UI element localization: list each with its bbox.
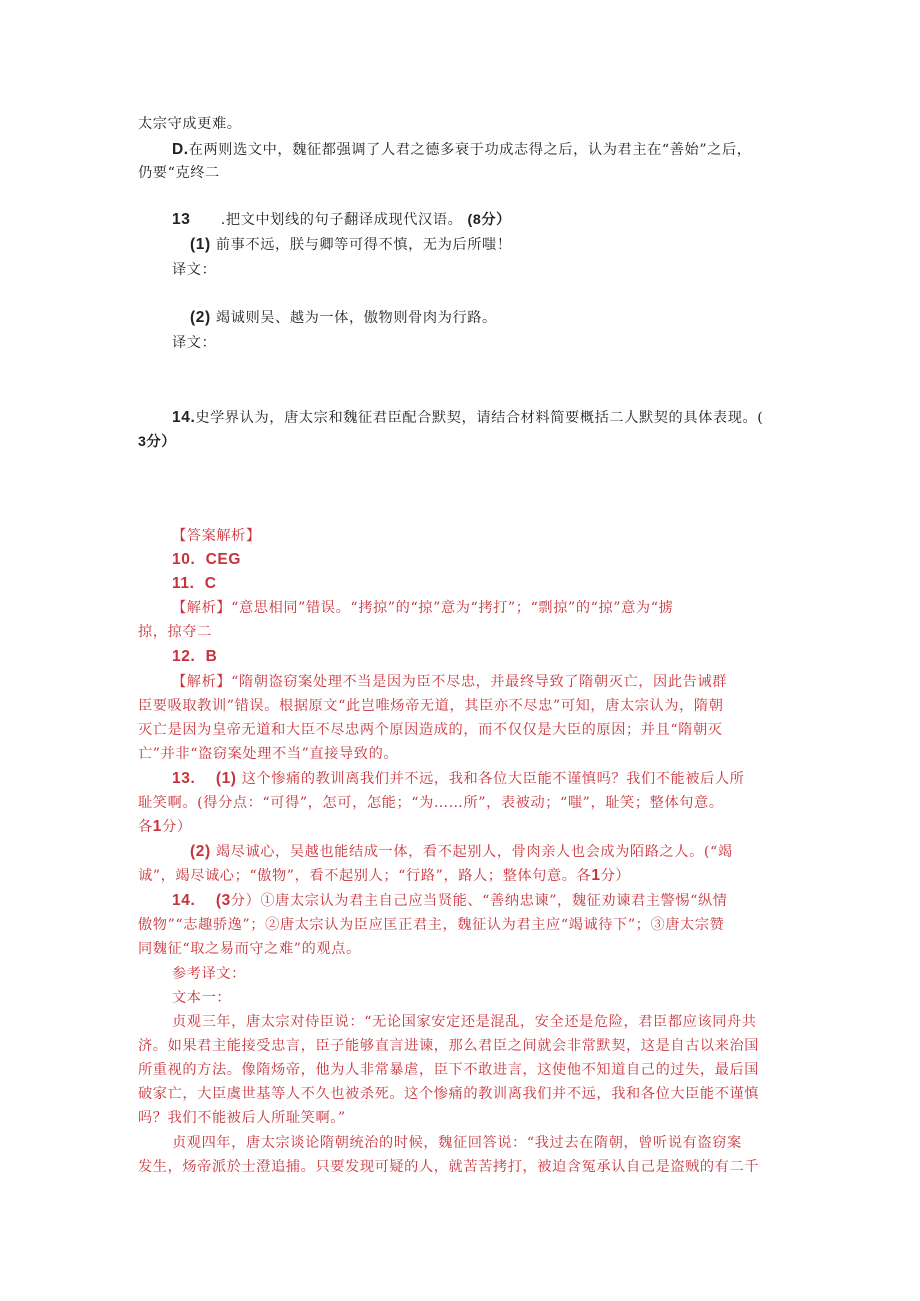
answer-13-l4: (2) 竭尽诚心，吴越也能结成一体，看不起别人，骨肉亲人也会成为陌路之人。(“竭 xyxy=(190,843,733,860)
translation-label-1: 译文： xyxy=(172,262,217,278)
answer-11-analysis-l1: 【解析】“意思相同”错误。“拷掠”的“掠”意为“拷打”；“剽掠”的“掠”意为“掳 xyxy=(172,600,674,616)
reference-translation-label: 参考译文： xyxy=(172,966,246,982)
question-13-stem: 13 .把文中划线的句子翻译成现代汉语。 (8分） xyxy=(172,211,511,228)
question-13-sentence-1: (1) 前事不远，朕与卿等可得不慎，无为后所嗤！ xyxy=(190,236,512,253)
answer-12-analysis-l4: 亡”并非“盗窃案处理不当”直接导致的。 xyxy=(138,746,399,762)
answer-12: 12. B xyxy=(172,648,218,665)
para-1-l1: 贞观三年，唐太宗对侍臣说：“无论国家安定还是混乱，安全还是危险，君臣都应该同舟共 xyxy=(172,1014,757,1030)
answer-12-analysis-l3: 灭亡是因为皇帝无道和大臣不尽忠两个原因造成的，而不仅仅是大臣的原因；并且“隋朝灭 xyxy=(138,722,723,738)
question-13-score: (8分） xyxy=(467,212,511,228)
option-d-line1: D.在两则选文中，魏征都强调了人君之德多衰于功成志得之后，认为君主在“善始”之后， xyxy=(172,141,752,158)
answer-11: 11. C xyxy=(172,575,217,592)
answer-12-analysis-l2: 臣要吸取教训”错误。根据原文“此岂唯炀帝无道，其臣亦不尽忠”可知，唐太宗认为，隋朝 xyxy=(138,698,724,714)
question-14-score: 3分） xyxy=(138,434,177,450)
answer-14-l3: 同魏征“取之易而守之难”的观点。 xyxy=(138,941,361,957)
para-2-l1: 贞观四年，唐太宗谈论隋朝统治的时候，魏征回答说：“我过去在隋朝，曾听说有盗窃案 xyxy=(172,1135,742,1151)
para-1-l4: 破家亡，大臣虞世基等人不久也被杀死。这个惨痛的教训离我们并不远，我和各位大臣能不谨慎 xyxy=(138,1086,760,1102)
answer-14-l2: 傲物”“志趣骄逸”；②唐太宗认为臣应匡正君主，魏征认为君主应“竭诚待下”；③唐太宗赞 xyxy=(138,917,725,933)
answer-13-l2: 耻笑啊。(得分点：“可得”，怎可，怎能；“为……所”，表被动；“嗤”，耻笑；整体句意。 xyxy=(138,795,724,811)
translation-label-2: 译文： xyxy=(172,335,217,351)
answer-13-l3: 各1分） xyxy=(138,818,192,835)
question-13-number: 13 xyxy=(172,211,191,228)
answer-10: 10. CEG xyxy=(172,551,241,568)
para-1-l5: 吗？我们不能被后人所耻笑啊。” xyxy=(138,1110,346,1126)
answer-11-analysis-l2: 掠，掠夺二 xyxy=(138,624,212,640)
text-one-label: 文本一： xyxy=(172,990,232,1006)
answer-13-l1: 13. (1) 这个惨痛的教训离我们并不远，我和各位大臣能不谨慎吗？我们不能被后人所 xyxy=(172,770,745,787)
answer-header: 【答案解析】 xyxy=(172,528,261,544)
option-c-tail: 太宗守成更难。 xyxy=(138,116,242,132)
question-13-sentence-2: (2) 竭诚则吴、越为一体，傲物则骨肉为行路。 xyxy=(190,309,497,326)
para-1-l3: 所重视的方法。像隋炀帝，他为人非常暴虐，臣下不敢进言，这使他不知道自己的过失，最后国 xyxy=(138,1062,760,1078)
answer-13-l5: 诚”，竭尽诚心；“傲物”，看不起别人；“行路”，路人；整体句意。各1分） xyxy=(138,867,631,884)
question-14-stem: 14.史学界认为，唐太宗和魏征君臣配合默契，请结合材料简要概括二人默契的具体表现。( xyxy=(172,409,764,426)
answer-12-analysis-l1: 【解析】“隋朝盗窃案处理不当是因为臣不尽忠，并最终导致了隋朝灭亡，因此告诫群 xyxy=(172,674,727,690)
option-d-label: D. xyxy=(172,141,189,158)
question-14-number: 14. xyxy=(172,409,196,426)
para-2-l2: 发生，炀帝派於士澄追捕。只要发现可疑的人，就苦苦拷打，被迫含冤承认自己是盗贼的有二千 xyxy=(138,1159,760,1175)
para-1-l2: 济。如果君主能接受忠言，臣子能够直言进谏，那么君臣之间就会非常默契，这是自古以来治国 xyxy=(138,1038,760,1054)
answer-14-l1: 14. (3分）①唐太宗认为君主自己应当贤能、“善纳忠谏”，魏征劝谏君主警惕“纵情 xyxy=(172,892,728,909)
option-d-line2: 仍要“克终二 xyxy=(138,165,220,181)
